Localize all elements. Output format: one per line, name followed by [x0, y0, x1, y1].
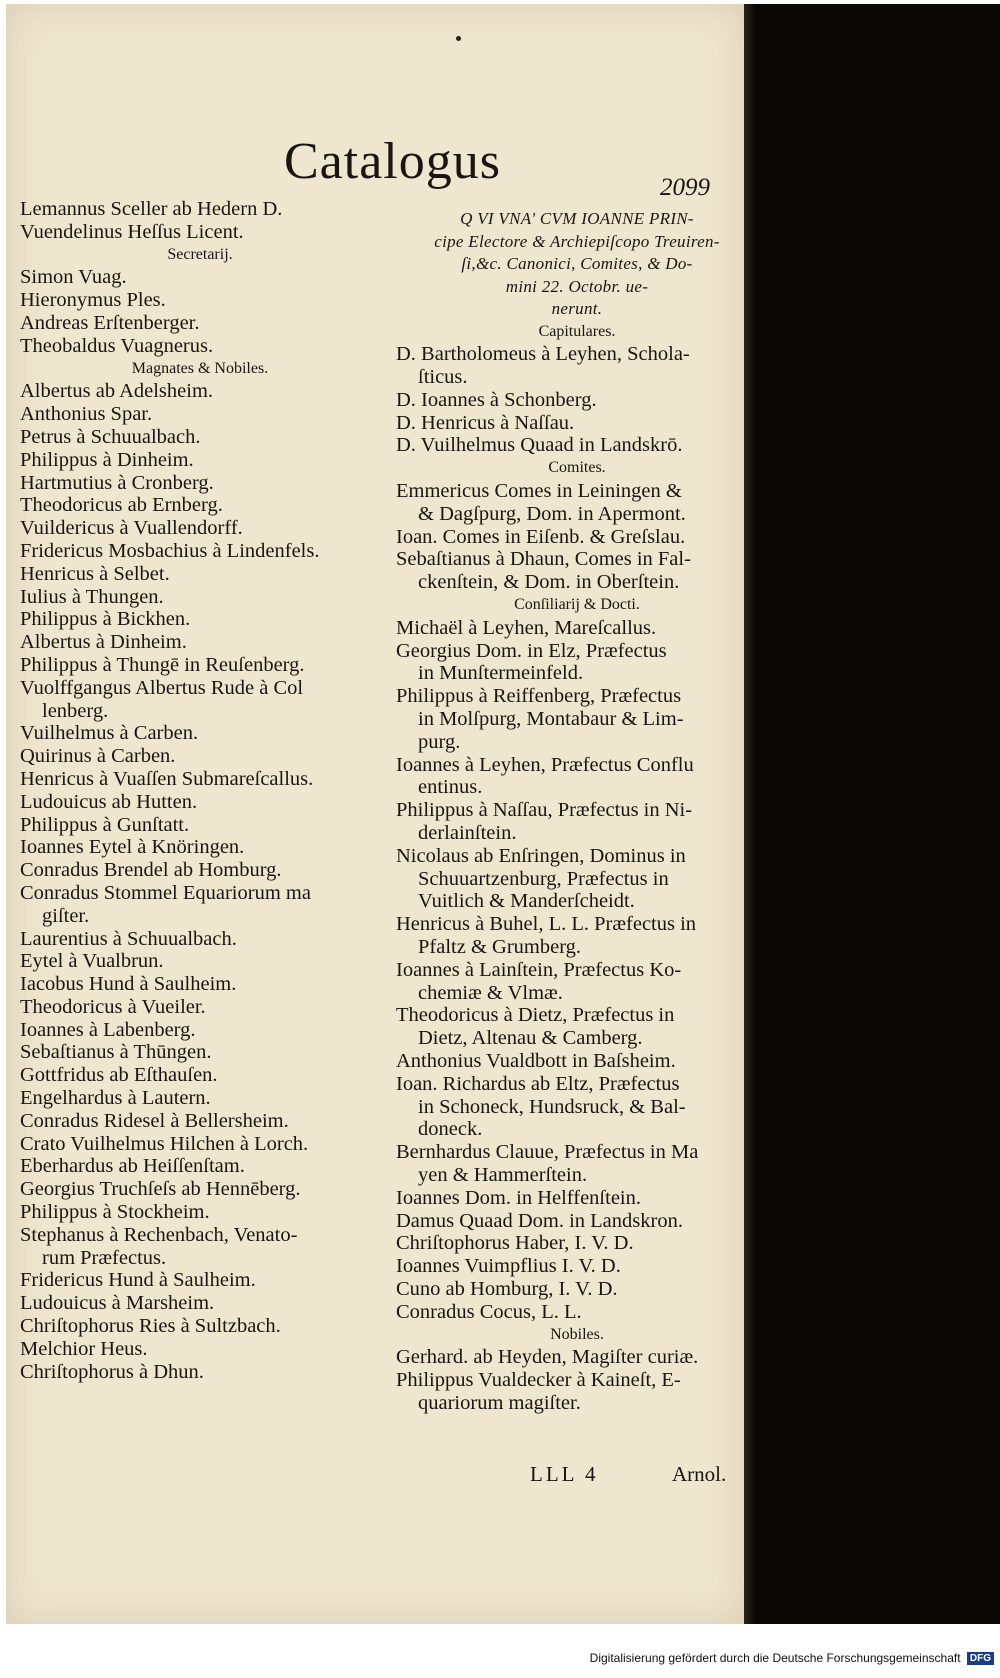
consiliarius-continuation: chemiæ & Vlmæ. [418, 981, 563, 1004]
nobilis-name: Gerhard. ab Heyden, Magiſter curiæ. [396, 1346, 699, 1369]
noble-name: Theodoricus ab Ernberg. [20, 494, 223, 517]
noble-name: Philippus à Dinheim. [20, 448, 194, 471]
comes-name-continuation: ckenſtein, & Dom. in Oberſtein. [418, 571, 680, 594]
consiliarius-continuation: doneck. [418, 1118, 483, 1141]
text-line: Vuendelinus Heſſus Licent. [20, 220, 244, 243]
consiliarius-name: Ioannes à Lainſtein, Præfectus Ko- [396, 958, 682, 981]
noble-name: Theodoricus à Vueiler. [20, 995, 206, 1018]
noble-name: Fridericus Hund à Saulheim. [20, 1269, 256, 1292]
consiliarius-continuation: Dietz, Altenau & Camberg. [418, 1027, 643, 1050]
consiliarius-name: Damus Quaad Dom. in Landskron. [396, 1209, 683, 1232]
consiliarius-continuation: derlainſtein. [418, 822, 517, 845]
noble-name: Anthonius Spar. [20, 403, 153, 426]
noble-name: Vuolffgangus Albertus Rude à Col [20, 676, 304, 699]
consiliarius-continuation: yen & Hammerſtein. [418, 1163, 588, 1186]
noble-name: Vuilhelmus à Carben. [20, 722, 199, 745]
nobilis-name: Philippus Vualdecker à Kaineſt, E- [396, 1369, 681, 1392]
comes-name-continuation: & Dagſpurg, Dom. in Apermont. [418, 502, 686, 525]
noble-name: Ioannes Eytel à Knöringen. [20, 836, 245, 859]
noble-name: Henricus à Vuaſſen Submareſcallus. [20, 767, 314, 790]
right-column [396, 208, 758, 1415]
left-column [20, 198, 380, 1383]
noble-name: Henricus à Selbet. [20, 562, 170, 585]
noble-name-continuation: rum Præfectus. [42, 1246, 167, 1269]
intro-line: Q VI VNA' CVM IOANNE PRIN- [460, 209, 694, 228]
signature-mark: LLL 4 [530, 1462, 599, 1486]
nobles-list [20, 380, 380, 1383]
intro-paragraph [396, 208, 758, 321]
intro-line: nerunt. [551, 299, 603, 318]
consiliarius-name: Ioan. Richardus ab Eltz, Præfectus [396, 1072, 680, 1095]
consiliarius-name: Cuno ab Homburg, I. V. D. [396, 1277, 618, 1300]
consiliarius-name: Philippus à Naſſau, Præfectus in Ni- [396, 799, 693, 822]
capitular-name: D. Bartholomeus à Leyhen, Schola- [396, 343, 690, 366]
noble-name: Ludouicus ab Hutten. [20, 790, 198, 813]
noble-name: Eytel à Vualbrun. [20, 950, 164, 973]
consiliarius-name: Michaël à Leyhen, Mareſcallus. [396, 616, 657, 639]
ink-mark [456, 36, 461, 41]
noble-name: Albertus ab Adelsheim. [20, 380, 214, 403]
noble-name: Philippus à Stockheim. [20, 1201, 210, 1224]
consiliarius-continuation: in Munſtermeinfeld. [418, 662, 584, 685]
consiliarius-name: Philippus à Reiffenberg, Præfectus [396, 685, 682, 708]
catchword: Arnol. [672, 1462, 727, 1486]
capitular-name-continuation: ſticus. [418, 366, 468, 389]
consiliarius-continuation: Pfaltz & Grumberg. [418, 936, 582, 959]
secretary-name: Theobaldus Vuagnerus. [20, 334, 214, 357]
consiliarius-name: Anthonius Vualdbott in Baſsheim. [396, 1050, 676, 1072]
consiliarius-name: Nicolaus ab Enſringen, Dominus in [396, 844, 686, 867]
scan-dark-strip [755, 4, 1000, 1624]
section-heading: Secretarij. [167, 245, 233, 263]
consiliarius-continuation: in Schoneck, Hundsruck, & Bal- [418, 1095, 686, 1118]
consiliarius-name: Chriſtophorus Haber, I. V. D. [396, 1232, 634, 1255]
consiliarius-name: Conradus Cocus, L. L. [396, 1300, 582, 1323]
noble-name: Quirinus à Carben. [20, 745, 176, 768]
noble-name-continuation: giſter. [42, 904, 90, 927]
comes-name: Emmericus Comes in Leiningen & [396, 480, 682, 503]
secretary-name: Simon Vuag. [20, 266, 127, 289]
noble-name: Stephanus à Rechenbach, Venato- [20, 1223, 298, 1246]
consiliarius-name: Ioannes Vuimpflius I. V. D. [396, 1255, 621, 1278]
capitular-name: D. Vuilhelmus Quaad in Landskrō. [396, 434, 683, 457]
noble-name: Georgius Truchſeſs ab Hennēberg. [20, 1178, 301, 1201]
consiliarius-name: Georgius Dom. in Elz, Præfectus [396, 639, 667, 662]
noble-name: Engelhardus à Lautern. [20, 1087, 211, 1110]
section-heading: Comites. [548, 459, 606, 477]
noble-name: Crato Vuilhelmus Hilchen à Lorch. [20, 1132, 309, 1155]
noble-name-continuation: lenberg. [42, 699, 109, 722]
consiliarius-continuation: Schuuartzenburg, Præfectus in [418, 867, 669, 890]
noble-name: Gottfridus ab Eſthauſen. [20, 1064, 218, 1087]
noble-name: Iulius à Thungen. [20, 585, 164, 608]
secretary-name: Hieronymus Ples. [20, 289, 166, 312]
consiliarius-name: Theodoricus à Dietz, Præfectus in [396, 1004, 675, 1027]
caption-text: Digitalisierung gefördert durch die Deutsche Forschungsgemeinschaft [589, 1651, 961, 1665]
noble-name: Albertus à Dinheim. [20, 631, 187, 654]
nobilis-continuation: quariorum magiſter. [418, 1391, 581, 1414]
intro-line: ſi,&c. Canonici, Comites, & Do- [461, 254, 693, 273]
comes-name: Sebaſtianus à Dhaun, Comes in Fal- [396, 548, 691, 571]
noble-name: Sebaſtianus à Thūngen. [20, 1041, 212, 1064]
noble-name: Iacobus Hund à Saulheim. [20, 973, 237, 996]
page-number: 2099 [660, 174, 710, 201]
secretary-name: Andreas Erſtenberger. [20, 311, 200, 334]
intro-line: mini 22. Octobr. ue- [505, 276, 649, 296]
consiliarius-continuation: purg. [418, 730, 461, 753]
noble-name: Petrus à Schuualbach. [20, 425, 201, 448]
consiliarius-name: Bernhardus Clauue, Præfectus in Ma [396, 1141, 699, 1164]
comes-name: Ioan. Comes in Eiſenb. & Greſslau. [396, 525, 686, 548]
noble-name: Conradus Stommel Equariorum ma [20, 881, 311, 904]
consiliarius-continuation: in Molſpurg, Montabaur & Lim- [418, 708, 684, 731]
consiliarius-name: Ioannes Dom. in Helffenſtein. [396, 1186, 641, 1209]
capitular-name: D. Ioannes à Schonberg. [396, 388, 597, 411]
noble-name: Chriſtophorus Ries à Sultzbach. [20, 1315, 281, 1338]
digitization-caption [590, 1651, 994, 1665]
noble-name: Philippus à Gunſtatt. [20, 813, 190, 836]
noble-name: Vuildericus à Vuallendorff. [20, 517, 243, 540]
section-heading: Conſiliarij & Docti. [514, 596, 640, 614]
noble-name: Conradus Brendel ab Homburg. [20, 859, 282, 882]
consiliarius-name: Henricus à Buhel, L. L. Præfectus in [396, 913, 697, 936]
noble-name: Hartmutius à Cronberg. [20, 471, 214, 494]
noble-name: Ludouicus à Marsheim. [20, 1292, 215, 1315]
section-heading: Capitulares. [538, 322, 616, 340]
intro-line: cipe Electore & Archiepiſcopo Treuiren- [434, 231, 720, 251]
consiliarius-continuation: entinus. [418, 776, 483, 799]
capitular-name: D. Henricus à Naſſau. [396, 411, 575, 434]
noble-name: Eberhardus ab Heiſſenſtam. [20, 1155, 245, 1178]
consiliarius-continuation: Vuitlich & Manderſcheidt. [418, 890, 635, 913]
noble-name: Ioannes à Labenberg. [20, 1018, 196, 1041]
dfg-logo: DFG [967, 1652, 994, 1665]
consiliarius-name: Ioannes à Leyhen, Præfectus Conflu [396, 753, 694, 776]
noble-name: Fridericus Mosbachius à Lindenfels. [20, 539, 320, 562]
running-title: Catalogus [284, 133, 501, 190]
section-heading: Nobiles. [550, 1325, 604, 1343]
noble-name: Chriſtophorus à Dhun. [20, 1360, 204, 1383]
noble-name: Philippus à Bickhen. [20, 608, 191, 631]
consiliarii-list [396, 617, 758, 1324]
noble-name: Laurentius à Schuualbach. [20, 927, 237, 950]
section-heading: Magnates & Nobiles. [131, 359, 269, 377]
noble-name: Melchior Heus. [20, 1337, 148, 1360]
noble-name: Conradus Ridesel à Bellersheim. [20, 1109, 289, 1132]
noble-name: Philippus à Thungē in Reuſenberg. [20, 653, 305, 676]
text-line: Lemannus Sceller ab Hedern D. [20, 198, 283, 220]
